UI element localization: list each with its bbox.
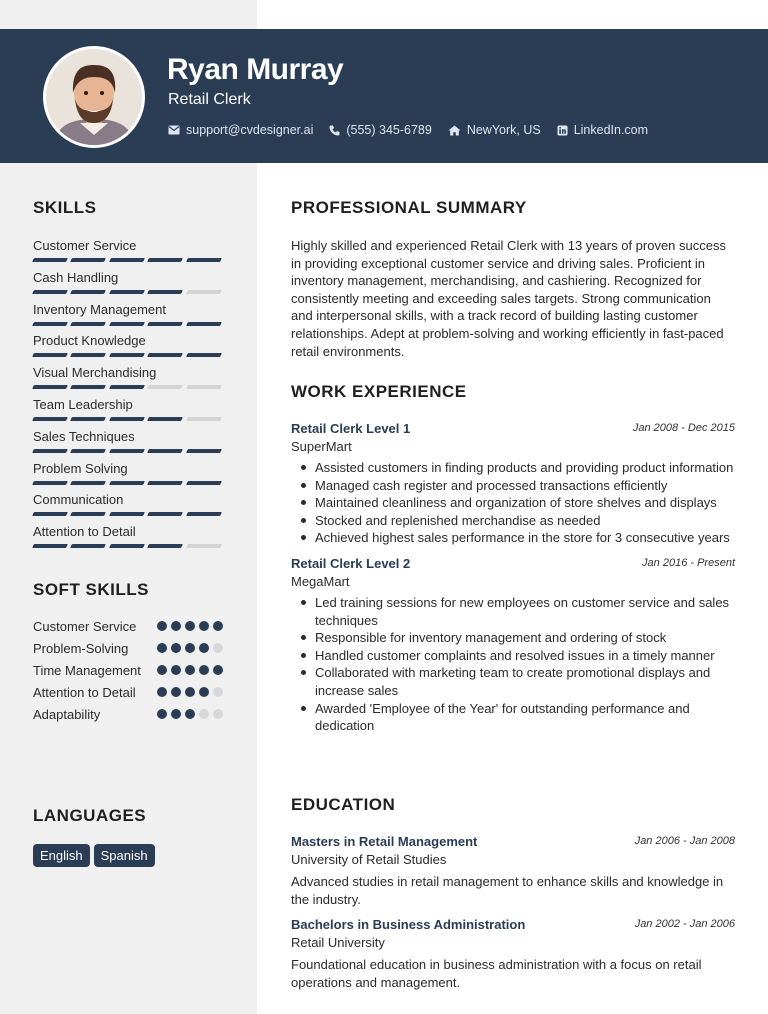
summary-text: Highly skilled and experienced Retail Clerk with 13 years of proven success in providing exceptional customer service and driving sales. Proficient in inventory management, merchandising, and cashiering. Recognized for consistently meeting and exceeding sales targets. Strong communication and interpersonal skills, with a track record of building lasting customer relationships. Adept at problem-solving and working efficiently in fast-paced retail environments. [291,238,726,359]
skills-section [33,198,223,556]
rating-dot [213,643,223,653]
skill-level-segment [186,481,222,485]
soft-skill-rating [157,684,223,697]
skill-level-segment [70,322,106,326]
skills-heading: SKILLS [33,198,97,217]
soft-skill-item [33,662,223,679]
soft-skill-name: Time Management [33,663,141,678]
skill-item [33,238,223,270]
soft-skills-section [33,580,223,728]
skill-level-segment [109,290,145,294]
rating-dot [199,687,209,697]
languages-section [33,806,223,867]
phone-icon [329,125,340,136]
skill-level-segment [32,417,68,421]
skill-level-segment [147,322,183,326]
skill-level-segment [32,353,68,357]
job-company: MegaMart [291,573,350,589]
skill-item [33,397,223,429]
rating-dot [185,621,195,631]
education-list [291,834,735,991]
rating-dot [171,709,181,719]
job-bullet: Stocked and replenished merchandise as needed [291,512,735,530]
education-school: University of Retail Studies [291,852,447,867]
rating-dot [185,709,195,719]
skill-level-bar [33,322,223,326]
contact-email[interactable] [168,123,313,137]
job-bullet: Responsible for inventory management and ordering of stock [291,629,735,647]
skill-level-segment [32,481,68,485]
skill-item [33,270,223,302]
rating-dot [213,709,223,719]
soft-skill-rating [157,662,223,675]
rating-dot [199,709,209,719]
skills-list [33,238,223,556]
skill-level-segment [32,544,68,548]
education-entry [291,834,735,908]
rating-dot [157,621,167,631]
job-bullet: Maintained cleanliness and organization of store shelves and displays [291,494,735,512]
summary-section [291,198,735,360]
skill-name: Cash Handling [33,269,119,285]
rating-dot [213,621,223,631]
skill-level-bar [33,512,223,516]
skill-level-bar [33,449,223,453]
education-section [291,795,735,991]
job-bullet: Managed cash register and processed transactions efficiently [291,477,735,495]
skill-level-segment [186,322,222,326]
skill-item [33,524,223,556]
education-entry [291,917,735,991]
job-title: Retail Clerk Level 1 [291,421,411,436]
skill-level-segment [70,417,106,421]
job-bullet: Awarded 'Employee of the Year' for outstanding performance and dedication [291,700,735,735]
skill-level-segment [32,449,68,453]
rating-dot [157,643,167,653]
rating-dot [171,665,181,675]
skill-level-segment [147,385,183,389]
skill-level-segment [70,258,106,262]
skill-level-segment [70,481,106,485]
languages-heading: LANGUAGES [33,806,147,825]
job-date: Jan 2016 - Present [642,556,735,569]
skill-name: Product Knowledge [33,333,146,349]
soft-skills-heading: SOFT SKILLS [33,580,149,599]
experience-section [291,382,735,735]
contact-location-text: NewYork, US [466,123,541,137]
job-bullets [291,459,735,547]
skill-level-segment [32,258,68,262]
skill-level-segment [109,449,145,453]
skill-level-segment [186,512,222,516]
rating-dot [213,687,223,697]
job-entry [291,421,735,547]
candidate-title: Retail Clerk [168,91,251,108]
skill-level-bar [33,417,223,421]
skill-name: Customer Service [33,238,137,253]
rating-dot [185,643,195,653]
education-date: Jan 2006 - Jan 2008 [634,835,735,847]
job-bullets [291,594,735,735]
education-date: Jan 2002 - Jan 2006 [634,918,735,931]
soft-skill-item [33,706,223,723]
soft-skill-item [33,684,223,701]
skill-level-segment [70,544,106,548]
skill-level-segment [109,322,145,326]
skill-level-segment [70,353,106,357]
contact-email-text: support@cvdesigner.ai [186,123,314,137]
contact-linkedin[interactable] [557,123,648,137]
skill-level-segment [186,385,222,389]
education-degree: Masters in Retail Management [291,834,478,849]
skill-level-segment [186,449,222,453]
education-school: Retail University [291,935,385,951]
skill-level-segment [147,449,183,453]
soft-skill-name: Customer Service [33,619,137,634]
skill-item [33,492,223,524]
candidate-name: Ryan Murray [167,53,344,86]
skill-level-segment [32,512,68,516]
contact-linkedin-text: LinkedIn.com [573,123,649,137]
rating-dot [171,621,181,631]
skill-level-segment [186,258,222,262]
experience-heading: WORK EXPERIENCE [291,382,467,401]
rating-dot [199,643,209,653]
skill-level-segment [109,417,145,421]
skill-level-segment [32,290,68,294]
envelope-icon [168,125,180,135]
skill-level-bar [33,290,223,294]
skill-level-segment [147,544,183,548]
skill-level-bar [33,353,223,357]
job-title: Retail Clerk Level 2 [291,555,411,571]
skill-name: Inventory Management [33,301,166,317]
skill-item [33,461,223,493]
skill-level-segment [147,353,183,357]
rating-dot [185,665,195,675]
skill-level-segment [147,290,183,294]
education-description: Foundational education in business administration with a focus on retail operations and management. [291,957,702,990]
rating-dot [185,687,195,697]
skill-name: Communication [33,492,124,508]
language-badge: Spanish [94,844,155,867]
education-heading: EDUCATION [291,795,396,814]
skill-level-segment [147,481,183,485]
skill-level-segment [32,385,68,389]
skill-level-segment [109,385,145,389]
job-bullet: Assisted customers in finding products and providing product information [291,459,735,477]
rating-dot [157,665,167,675]
job-bullet: Handled customer complaints and resolved issues in a timely manner [291,647,735,665]
contact-location [448,123,541,137]
skill-name: Visual Merchandising [33,365,157,381]
contact-bar [168,123,648,137]
skill-item [33,333,223,365]
skill-level-bar [33,385,223,389]
skill-level-bar [33,481,223,485]
skill-level-bar [33,258,223,262]
skill-level-segment [109,353,145,357]
skill-level-segment [186,353,222,357]
skill-level-segment [70,290,106,294]
soft-skills-list [33,618,223,723]
skill-level-bar [33,544,223,548]
soft-skill-name: Attention to Detail [33,685,136,700]
rating-dot [157,709,167,719]
contact-phone[interactable] [329,123,431,137]
skill-item [33,429,223,461]
languages-list [33,844,223,867]
skill-level-segment [70,512,106,516]
skill-name: Attention to Detail [33,524,136,540]
soft-skill-name: Problem-Solving [33,641,129,656]
skill-level-segment [109,481,145,485]
soft-skill-item [33,640,223,657]
skill-level-segment [186,544,222,548]
skill-level-segment [70,449,106,453]
job-bullet: Led training sessions for new employees on customer service and sales techniques [291,594,735,629]
education-degree: Bachelors in Business Administration [291,917,526,933]
summary-heading: PROFESSIONAL SUMMARY [291,198,527,217]
job-date: Jan 2008 - Dec 2015 [632,422,735,434]
contact-phone-text: (555) 345-6789 [346,123,432,137]
skill-item [33,365,223,397]
soft-skill-rating [157,706,223,719]
skill-level-segment [109,544,145,548]
skill-name: Problem Solving [33,460,128,476]
skill-name: Sales Techniques [33,428,135,444]
skill-level-segment [70,385,106,389]
skill-level-segment [147,417,183,421]
job-company: SuperMart [291,439,352,454]
job-bullet: Achieved highest sales performance in the store for 3 consecutive years [291,529,735,547]
skill-level-segment [147,512,183,516]
rating-dot [199,621,209,631]
skill-level-segment [109,258,145,262]
job-entry [291,556,735,735]
job-bullet: Collaborated with marketing team to create promotional displays and increase sales [291,664,735,699]
skill-item [33,302,223,334]
soft-skill-item [33,618,223,635]
skill-level-segment [147,258,183,262]
jobs-list [291,421,735,735]
education-description: Advanced studies in retail management to enhance skills and knowledge in the industry. [291,874,724,907]
rating-dot [213,665,223,675]
language-badge: English [33,844,90,867]
rating-dot [199,665,209,675]
soft-skill-name: Adaptability [33,707,101,722]
linkedin-icon [557,125,568,136]
rating-dot [157,687,167,697]
home-icon [448,125,461,136]
skill-name: Team Leadership [33,396,133,412]
skill-level-segment [186,417,222,421]
soft-skill-rating [157,618,223,631]
skill-level-segment [109,512,145,516]
skill-level-segment [32,322,68,326]
profile-photo [43,46,145,148]
soft-skill-rating [157,640,223,653]
rating-dot [171,687,181,697]
rating-dot [171,643,181,653]
skill-level-segment [186,290,222,294]
